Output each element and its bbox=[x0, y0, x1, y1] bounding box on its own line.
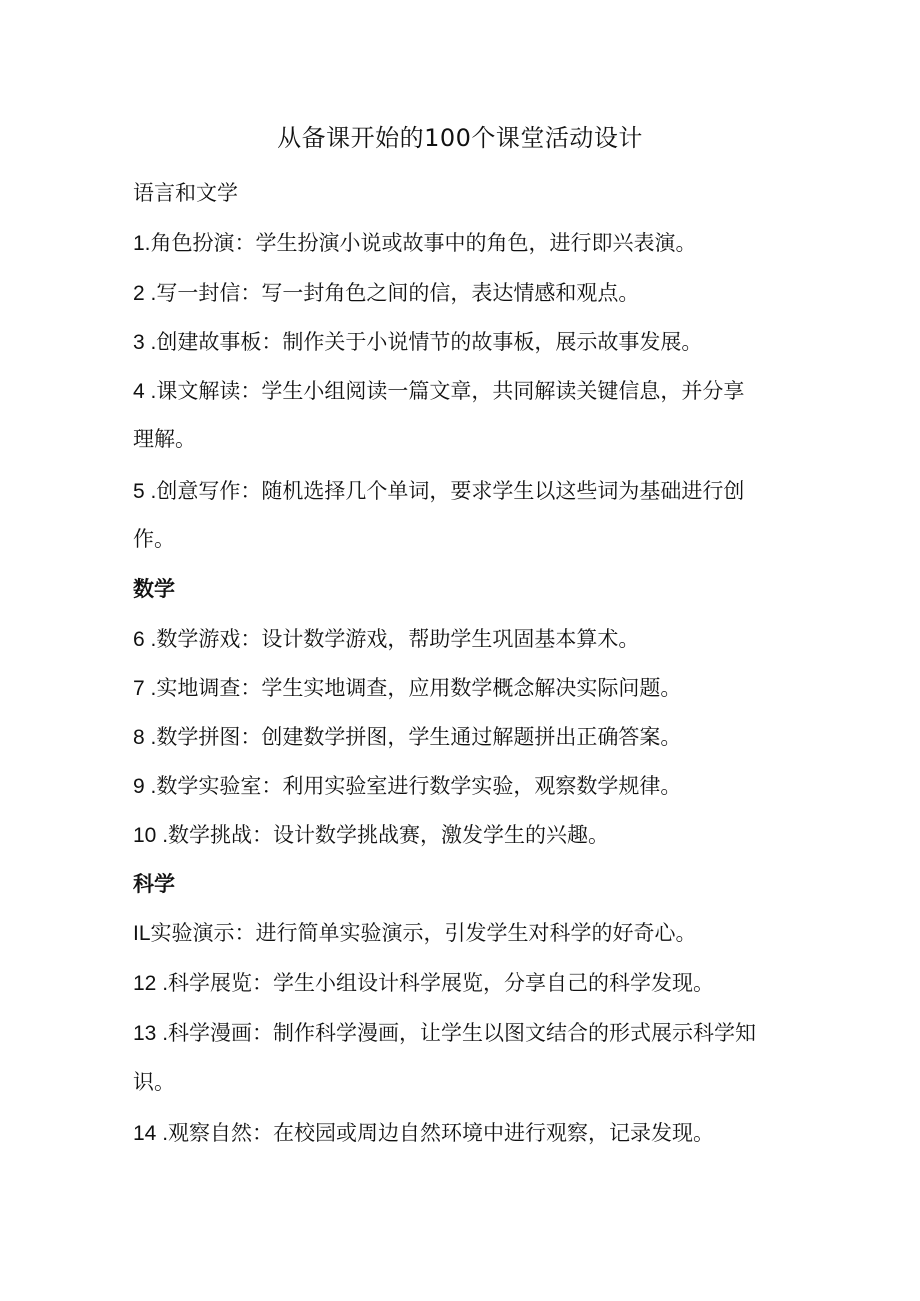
item-text: 创建故事板：制作关于小说情节的故事板，展示故事发展。 bbox=[156, 330, 703, 354]
item-text: 创意写作：随机选择几个单词，要求学生以这些词为基础进行创 bbox=[156, 479, 745, 503]
item-number: 3 . bbox=[133, 331, 157, 354]
list-item bbox=[133, 722, 793, 753]
item-continuation: 作。 bbox=[133, 527, 175, 551]
list-item bbox=[133, 1018, 793, 1049]
item-number: 1. bbox=[133, 232, 151, 255]
item-number: IL bbox=[133, 922, 151, 945]
list-item bbox=[133, 624, 793, 655]
document-title: 从备课开始的100个课堂活动设计 bbox=[277, 124, 643, 152]
item-number: 10 . bbox=[133, 824, 169, 847]
item-number: 9 . bbox=[133, 775, 157, 798]
list-item bbox=[133, 673, 793, 704]
item-number: 7 . bbox=[133, 677, 157, 700]
item-continuation: 理解。 bbox=[133, 427, 196, 451]
item-text: 角色扮演：学生扮演小说或故事中的角色，进行即兴表演。 bbox=[150, 231, 697, 255]
item-text: 数学拼图：创建数学拼图，学生通过解题拼出正确答案。 bbox=[156, 725, 682, 749]
item-text: 科学漫画：制作科学漫画，让学生以图文结合的形式展示科学知 bbox=[168, 1021, 757, 1045]
item-number: 6 . bbox=[133, 628, 157, 651]
section-heading-science: 科学 bbox=[133, 872, 175, 896]
list-item bbox=[133, 376, 793, 407]
item-text: 实验演示：进行简单实验演示，引发学生对科学的好奇心。 bbox=[150, 921, 697, 945]
list-item bbox=[133, 1118, 793, 1149]
item-continuation: 识。 bbox=[133, 1070, 175, 1094]
item-number: 13 . bbox=[133, 1022, 169, 1045]
list-item bbox=[133, 476, 793, 507]
item-number: 14 . bbox=[133, 1122, 169, 1145]
item-text: 观察自然：在校园或周边自然环境中进行观察，记录发现。 bbox=[168, 1121, 715, 1145]
item-number: 2 . bbox=[133, 282, 157, 305]
list-item bbox=[133, 278, 793, 309]
item-number: 5 . bbox=[133, 480, 157, 503]
list-item bbox=[133, 918, 793, 949]
item-text: 写一封信：写一封角色之间的信，表达情感和观点。 bbox=[156, 281, 640, 305]
item-number: 4 . bbox=[133, 380, 157, 403]
item-text: 数学挑战：设计数学挑战赛，激发学生的兴趣。 bbox=[168, 823, 610, 847]
item-text: 数学游戏：设计数学游戏，帮助学生巩固基本算术。 bbox=[156, 627, 640, 651]
list-item bbox=[133, 968, 793, 999]
list-item bbox=[133, 771, 793, 802]
list-item bbox=[133, 327, 793, 358]
item-text: 课文解读：学生小组阅读一篇文章，共同解读关键信息，并分享 bbox=[156, 379, 745, 403]
item-text: 实地调查：学生实地调查，应用数学概念解决实际问题。 bbox=[156, 676, 682, 700]
section-heading-language: 语言和文学 bbox=[133, 181, 238, 205]
item-number: 8 . bbox=[133, 726, 157, 749]
item-text: 科学展览：学生小组设计科学展览，分享自己的科学发现。 bbox=[168, 971, 715, 995]
list-item bbox=[133, 820, 793, 851]
item-number: 12 . bbox=[133, 972, 169, 995]
list-item bbox=[133, 228, 793, 259]
item-text: 数学实验室：利用实验室进行数学实验，观察数学规律。 bbox=[156, 774, 682, 798]
section-heading-math: 数学 bbox=[133, 577, 175, 601]
